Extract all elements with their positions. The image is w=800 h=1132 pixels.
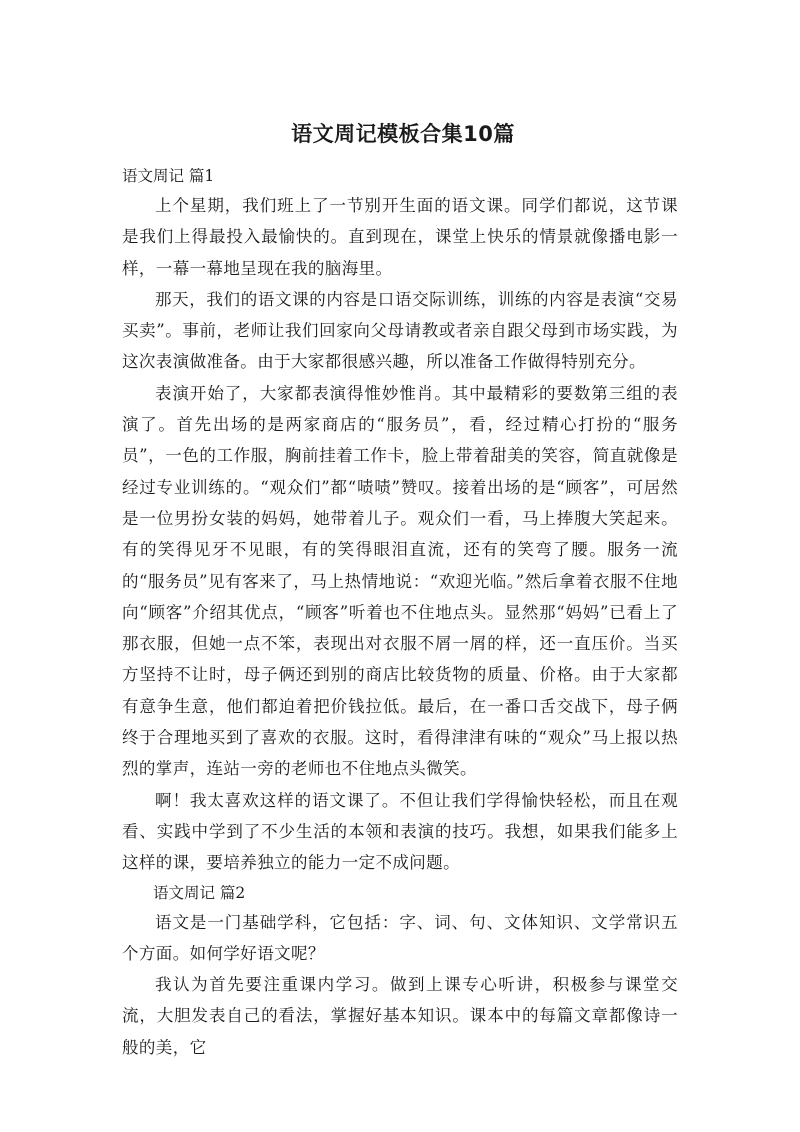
- section-2: [122, 879, 678, 1063]
- document-title: 语文周记模板合集10篇: [291, 122, 515, 146]
- paragraph: 表演开始了，大家都表演得惟妙惟肖。其中最精彩的要数第三组的表演了。首先出场的是两家商店的“服务员”，看，经过精心打扮的“服务员”，一色的工作服，胸前挂着工作卡，脸上带着甜美的笑容，简直就像是经过专业训练的。“观众们”都“啧啧”赞叹。接着出场的是“顾客”，可居然是一位男扮女装的妈妈，她带着儿子。观众们一看，马上捧腹大笑起来。有的笑得见牙不见眼，有的笑得眼泪直流，还有的笑弯了腰。服务一流的“服务员”见有客来了，马上热情地说：“欢迎光临。”然后拿着衣服不住地向“顾客”介绍其优点，“顾客”听着也不住地点头。显然那“妈妈”已看上了那衣服，但她一点不笨，表现出对衣服不屑一屑的样，还一直压价。当买方坚持不让时，母子俩还到别的商店比较货物的质量、价格。由于大家都有意争生意，他们都迫着把价钱拉低。最后，在一番口舌交战下，母子俩终于合理地买到了喜欢的衣服。这时，看得津津有味的“观众”马上报以热烈的掌声，连站一旁的老师也不住地点头微笑。: [122, 383, 678, 779]
- section-label: 语文周记 篇2: [153, 883, 246, 902]
- paragraph: 上个星期，我们班上了一节别开生面的语文课。同学们都说，这节课是我们上得最投入最愉快的。直到现在，课堂上快乐的情景就像播电影一样，一幕一幕地呈现在我的脑海里。: [122, 196, 678, 278]
- section-label: 语文周记 篇1: [122, 167, 215, 185]
- paragraph: 语文是一门基础学科，它包括：字、词、句、文体知识、文学常识五个方面。如何学好语文呢？: [122, 912, 678, 963]
- paragraph: 那天，我们的语文课的内容是口语交际训练，训练的内容是表演“交易买卖”。事前，老师让我们回家向父母请教或者亲自跟父母到市场实践，为这次表演做准备。由于大家都很感兴趣，所以准备工作做得特别充分。: [122, 289, 678, 372]
- paragraph: 我认为首先要注重课内学习。做到上课专心听讲，积极参与课堂交流，大胆发表自己的看法，掌握好基本知识。课本中的每篇文章都像诗一般的美，它: [122, 975, 678, 1057]
- section-1: [122, 162, 678, 879]
- paragraph: 啊！我太喜欢这样的语文课了。不但让我们学得愉快轻松，而且在观看、实践中学到了不少生活的本领和表演的技巧。我想，如果我们能多上这样的课，要培养独立的能力一定不成问题。: [122, 790, 678, 873]
